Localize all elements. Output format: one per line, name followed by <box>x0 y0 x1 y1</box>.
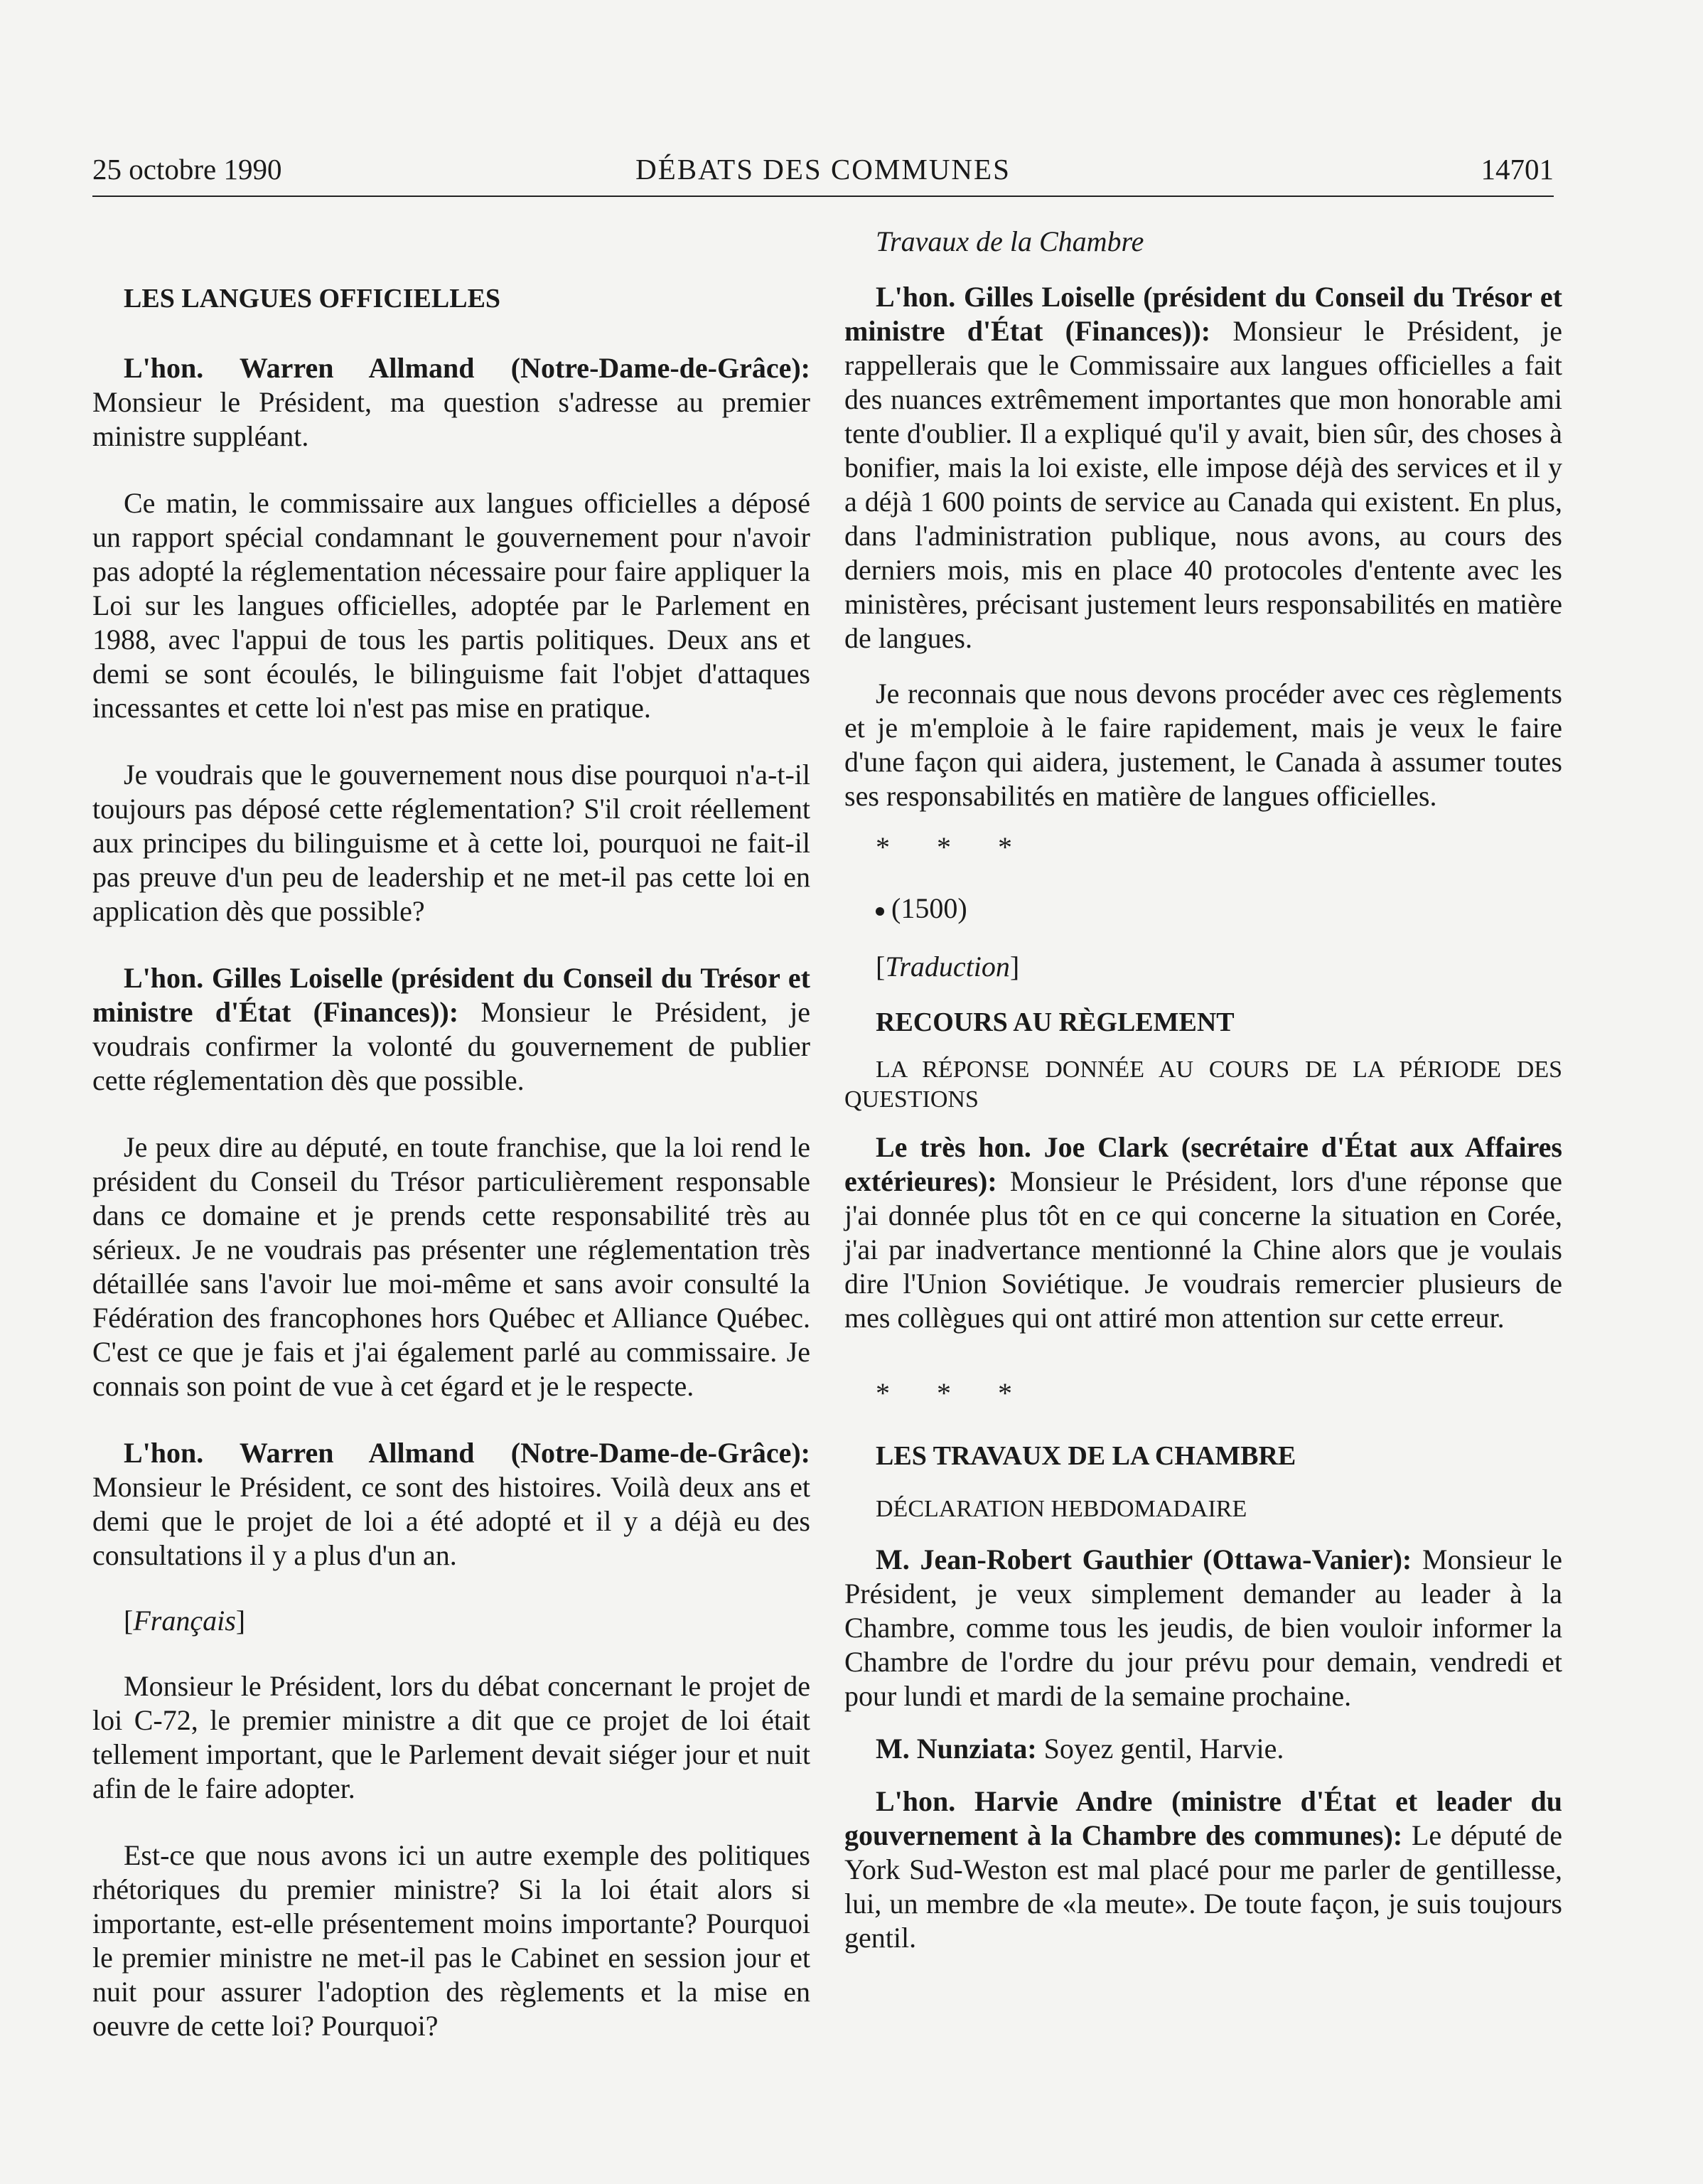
bracket-open: [ <box>124 1605 134 1637</box>
speaker-name: M. Nunziata: <box>876 1733 1037 1765</box>
speech-text: Monsieur le Président, je veux simplement demander au leader à la Chambre, comme tous les jeudis, de bien vouloir informer la Chambre de l'ordre du jour prévu pour demain, vendredi et pour lundi et mardi de la semaine prochaine. <box>844 1543 1562 1712</box>
bracket-close: ] <box>1009 951 1020 983</box>
paragraph: Monsieur le Président, lors du débat concernant le projet de loi C-72, le premier ministre a dit que ce projet de loi était tellement important, que le Parlement devait siéger jour et nuit afin de le faire adopter. <box>92 1670 810 1804</box>
speech-text: Soyez gentil, Harvie. <box>1036 1733 1284 1765</box>
section-heading-langues: LES LANGUES OFFICIELLES <box>124 284 501 314</box>
section-heading-travaux: LES TRAVAUX DE LA CHAMBRE <box>876 1441 1296 1471</box>
page-header <box>92 151 1554 197</box>
speaker-name: L'hon. Gilles Loiselle (président du Conseil du Trésor et ministre d'État (Finances)): <box>92 962 810 1028</box>
paragraph <box>844 1543 1562 1713</box>
right-column <box>844 206 1562 1955</box>
paragraph <box>92 1436 810 1573</box>
header-page-number: 14701 <box>1481 153 1554 186</box>
bracket-open: [ <box>876 951 886 983</box>
speech-text: Monsieur le Président, je rappellerais que le Commissaire aux langues officielles a fait des nuances extrêmement importantes que mon honorable ami tente d'oublier. Il a expliqué qu'il y avait, bien sûr, des choses à bonifier, mais la loi existe, elle impose déjà des services et il y a déjà 1 600 points de service au Canada qui existent. En plus, dans l'administration publique, nous avons, au cours des derniers mois, mis en place 40 protocoles d'entente avec les ministères, précisant justement leurs responsabilités en matière de langues. <box>844 315 1563 654</box>
paragraph <box>92 961 810 1098</box>
section-separator: * * * <box>876 1377 1032 1409</box>
paragraph <box>844 280 1562 655</box>
speaker-name: M. Jean-Robert Gauthier (Ottawa-Vanier): <box>876 1543 1412 1575</box>
speech-text: Monsieur le Président, lors d'une réponse que j'ai donnée plus tôt en ce qui concerne la situation en Corée, j'ai par inadvertance mentionné la Chine alors que je voulais dire l'Union Soviétique. Je voudrais remercier plusieurs de mes collègues qui ont attiré mon attention sur cette erreur. <box>844 1165 1562 1334</box>
paragraph: Est-ce que nous avons ici un autre exemple des politiques rhétoriques du premier ministre? Si la loi était alors si importante, est-elle présentement moins importante? Pourquoi le premier ministre ne met-il pas le Cabinet en session jour et nuit pour assurer l'adoption des règlements et la mise en oeuvre de cette loi? Pourquoi? <box>92 1839 810 2042</box>
left-column <box>92 206 810 2043</box>
paragraph <box>92 351 810 454</box>
speaker-name: L'hon. Gilles Loiselle (président du Conseil du Trésor et ministre d'État (Finances)): <box>844 281 1562 347</box>
paragraph <box>844 1784 1562 1955</box>
subheading-declaration: DÉCLARATION HEBDOMADAIRE <box>876 1496 1247 1522</box>
paragraph <box>844 1732 1562 1766</box>
speaker-name: L'hon. Warren Allmand (Notre-Dame-de-Grâce): <box>124 352 810 384</box>
paragraph: Ce matin, le commissaire aux langues officielles a déposé un rapport spécial condamnant le gouvernement pour n'avoir pas adopté la réglementation nécessaire pour faire appliquer la Loi sur les langues officielles, adoptée par le Parlement en 1988, avec l'appui de tous les partis politiques. Deux ans et demi se sont écoulés, le bilinguisme fait l'objet d'attaques incessantes et cette loi n'est pas mise en pratique. <box>92 487 810 724</box>
language-note <box>92 1604 810 1638</box>
language-note-word: Traduction <box>885 951 1010 983</box>
paragraph: Je reconnais que nous devons procéder avec ces règlements et je m'emploie à le faire rapidement, mais je veux le faire d'une façon qui aidera, justement, le Canada à assumer toutes ses responsabilités en matière de langues officielles. <box>844 678 1562 812</box>
paragraph: Je voudrais que le gouvernement nous dise pourquoi n'a-t-il toujours pas déposé cette réglementation? S'il croit réellement aux principes du bilinguisme et à cette loi, pourquoi ne fait-il pas preuve d'un peu de leadership et ne met-il pas cette loi en application dès que possible? <box>92 759 810 927</box>
paragraph <box>844 1130 1562 1335</box>
paragraph: Je peux dire au député, en toute franchise, que la loi rend le président du Conseil du Trésor particulièrement responsable dans ce domaine et je prends cette responsabilité très au sérieux. Je ne voudrais pas présenter une réglementation très détaillée sans l'avoir lue moi-même et sans avoir consulté la Fédération des francophones hors Québec et Alliance Québec. C'est ce que je fais et j'ai également parlé au commissaire. Je connais son point de vue à cet égard et je le respecte. <box>92 1131 810 1402</box>
running-head: Travaux de la Chambre <box>876 225 1144 257</box>
speech-text: Monsieur le Président, ma question s'adresse au premier ministre suppléant. <box>92 386 810 452</box>
speaker-name: Le très hon. Joe Clark (secrétaire d'État aux Affaires extérieures): <box>844 1131 1562 1197</box>
header-date: 25 octobre 1990 <box>92 153 282 186</box>
header-title: DÉBATS DES COMMUNES <box>635 153 1011 186</box>
speech-text: Monsieur le Président, ce sont des histoires. Voilà deux ans et demi que le projet de loi a été adopté et il y a déjà eu des consultations il y a plus d'un an. <box>92 1471 810 1571</box>
language-note-word: Français <box>133 1605 236 1637</box>
section-separator: * * * <box>876 831 1032 863</box>
speaker-name: L'hon. Warren Allmand (Notre-Dame-de-Grâce): <box>124 1437 810 1469</box>
subheading-reponse: LA RÉPONSE DONNÉE AU COURS DE LA PÉRIODE DES QUESTIONS <box>844 1056 1562 1113</box>
bracket-close: ] <box>235 1605 246 1637</box>
speech-text: Le député de York Sud-Weston est mal placé pour me parler de gentillesse, lui, un membre de «la meute». De toute façon, je suis toujours gentil. <box>844 1819 1563 1954</box>
language-note <box>844 950 1562 984</box>
bullet-icon <box>876 907 884 916</box>
section-heading-recours: RECOURS AU RÈGLEMENT <box>876 1007 1235 1037</box>
speech-text: Monsieur le Président, je voudrais confirmer la volonté du gouvernement de publier cette réglementation dès que possible. <box>92 996 811 1096</box>
time-stamp-text: (1500) <box>891 892 967 924</box>
time-stamp <box>844 892 1562 926</box>
speaker-name: L'hon. Harvie Andre (ministre d'État et leader du gouvernement à la Chambre des communes): <box>844 1785 1562 1851</box>
